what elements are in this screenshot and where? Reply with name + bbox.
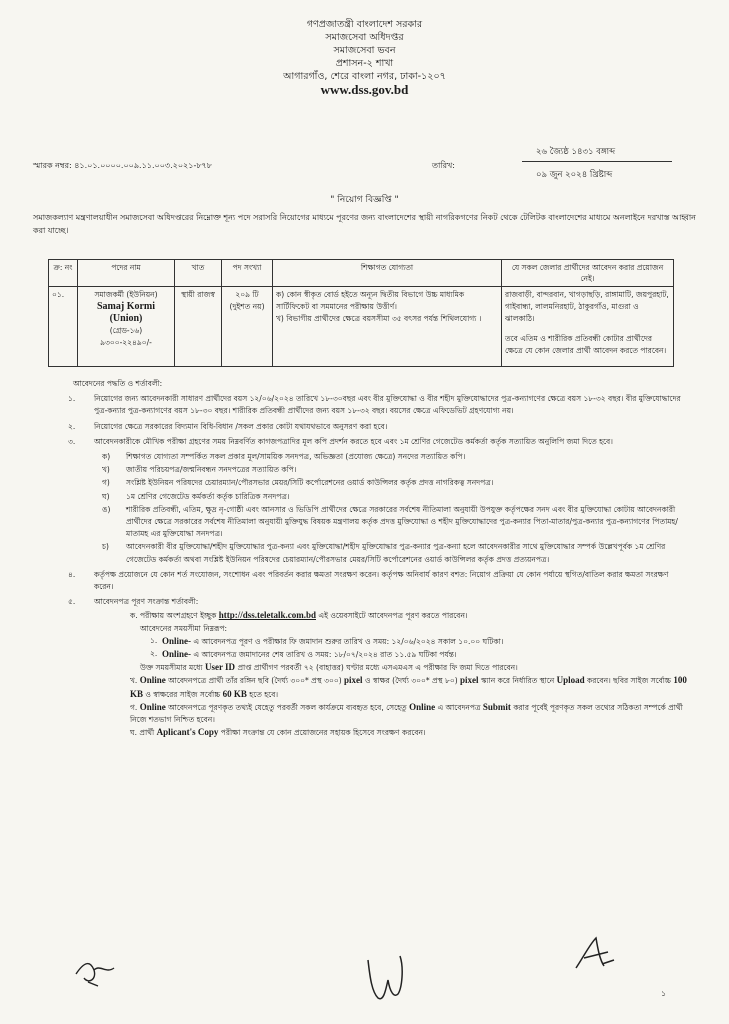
kw-online: Online	[139, 675, 166, 686]
kw-pixel: pixel	[344, 675, 363, 686]
cell-sector: স্থায়ী রাজস্ব	[175, 287, 222, 367]
document-subitem	[40, 541, 690, 565]
document-subitem	[40, 491, 690, 503]
subitem-text: আবেদনকারী বীর মুক্তিযোদ্ধা/শহীদ মুক্তিযোদ্ধার পুত্র-কন্যা এবং মুক্তিযোদ্ধা/শহীদ মুক্তিযোদ্ধার পুত্র-কন্যার পুত্র-কন্যা হলে আবেদনকারীর সাথে মুক্তিযোদ্ধার সম্পর্ক উল্লেখপূর্বক ১ম শ্রেণির গেজেটেড কর্মকর্তা অথবা সংশ্লিষ্ট ইউনিয়ন পরিষদের চেয়ারম্যান/পৌরসভার মেয়র/সিটি কর্পোরেশনের ওয়ার্ড কাউন্সিলর কর্তৃক প্রদত্ত প্রত্যয়নপত্র।	[126, 542, 666, 564]
initial-signature-left	[70, 952, 120, 992]
post-name-en: Samaj Kormi	[96, 301, 156, 312]
qualification-ka: ক) কোন স্বীকৃত বোর্ড হইতে অন্যূন দ্বিতীয় বিভাগে উচ্চ মাধ্যমিক সার্টিফিকেট বা সমমানের পরীক্ষায় উত্তীর্ণ।	[276, 290, 465, 311]
col-serial: ক্র: নং	[49, 260, 78, 287]
ga-text: এ আবেদনপত্র	[437, 702, 481, 712]
term-item	[40, 569, 690, 593]
gha-prefix: ঘ. প্রার্থী	[130, 728, 155, 738]
signature-center	[360, 948, 410, 1008]
page-number: ১	[661, 989, 667, 998]
online-keyword: Online-	[162, 649, 192, 660]
schedule-text: এ আবেদনপত্র পূরণ ও পরীক্ষার ফি জমাদান শুরুর তারিখ ও সময়: ১২/০৬/২০২৪ সকাল ১০.০০ ঘটিকা।	[193, 636, 504, 646]
table-row	[49, 287, 674, 367]
header-branch: প্রশাসন-২ শাখা	[335, 58, 394, 69]
document-subitem	[40, 464, 690, 476]
document-subitem	[40, 504, 690, 541]
date-bangla: ২৬ জ্যৈষ্ঠ ১৪৩১ বঙ্গাব্দ	[536, 147, 616, 157]
subitem-text: জাতীয় পরিচয়পত্র/জন্মনিবন্ধন সনদপত্রের সত্যায়িত কপি।	[126, 465, 297, 475]
term-text: কর্তৃপক্ষ প্রয়োজনে যে কোন শর্ত সংযোজন, সংশোধন এবং পরিবর্তন করার ক্ষমতা সংরক্ষণ করেন। কর্তৃপক্ষ অনিবার্য কারণ বশত: নিয়োগ প্রক্রিয়া যে কোন পর্যায়ে স্থগিত/বাতিল করার ক্ষমতা সংরক্ষণ করেন।	[94, 569, 669, 592]
header-address: আগারগাঁও, শেরে বাংলা নগর, ঢাকা-১২০৭	[283, 71, 446, 82]
online-gha	[40, 726, 690, 739]
cell-count: ২০৯ টি (দুইশত নয়)	[222, 287, 273, 367]
initial-signature-right	[570, 930, 620, 980]
schedule-item	[40, 635, 690, 648]
col-count: পদ সংখ্যা	[222, 260, 273, 287]
schedule-item	[40, 648, 690, 661]
date-gregorian: ০৯ জুন ২০২৪ খ্রিষ্টাব্দ	[536, 170, 613, 180]
subitem-label: গ)	[102, 478, 110, 488]
term-item	[40, 393, 690, 417]
post-name-union: (Union)	[109, 313, 143, 324]
header-block	[0, 18, 729, 96]
online-ka-suffix: এই ওয়েবসাইটে আবেদনপত্র পূরণ করতে পারবেন।	[318, 611, 468, 621]
header-department: সমাজসেবা অধিদপ্তর	[325, 32, 404, 43]
online-ga	[40, 701, 690, 726]
term-text: আবেদনপত্র পূরণ সংক্রান্ত শর্তাবলী:	[94, 597, 199, 607]
col-post-name: পদের নাম	[78, 260, 175, 287]
table-header-row	[49, 260, 674, 287]
term-number: ৩.	[68, 436, 76, 446]
online-ka	[40, 609, 690, 622]
uid-keyword: User ID	[204, 662, 236, 673]
kw-online: Online	[409, 701, 436, 712]
schedule-number: ২.	[150, 649, 158, 659]
uid-prefix: উক্ত সময়সীমার মধ্যে	[140, 663, 203, 673]
kw-submit: Submit	[482, 701, 511, 712]
kha-text: হতে হবে।	[249, 689, 279, 699]
district-exception-note: তবে এতিম ও শারীরিক প্রতিবন্ধী কোটার প্রার্থীদের ক্ষেত্রে যে কোন জেলার প্রার্থী আবেদন করতে পারবেন।	[505, 334, 667, 355]
subitem-label: ঙ)	[102, 504, 111, 514]
term-text: নিয়োগের ক্ষেত্রে সরকারের বিদ্যমান বিধি-বিধান /সকল প্রকার কোটা যথাযথভাবে অনুসরণ করা হবে।	[94, 421, 388, 431]
schedule-text: এ আবেদনপত্র জমাদানের শেষ তারিখ ও সময়: ১৮/০৭/২০২৪ রাত ১১.৫৯ ঘটিকা পর্যন্ত।	[193, 650, 457, 660]
ga-text: আবেদনপত্রে পূরণকৃত তথ্যই যেহেতু পরবর্তী সকল কার্যক্রমে ব্যবহৃত হবে, সেহেতু	[168, 702, 407, 712]
qualification-kha: খ) বিভাগীয় প্রার্থীদের ক্ষেত্রে বয়সসীমা ৩৫ বৎসর পর্যন্ত শিথিলযোগ্য ।	[276, 314, 482, 323]
post-scale: ৯৩০০-২২৪৯০/-	[100, 338, 152, 347]
term-number: ৫.	[68, 597, 76, 607]
kw-pixel: pixel	[460, 675, 479, 686]
subitem-text: ১ম শ্রেণির গেজেটেড কর্মকর্তা কর্তৃক চারিত্রিক সনদপত্র।	[126, 491, 290, 501]
schedule-label: আবেদনের সময়সীমা নিম্নরূপ:	[140, 623, 228, 633]
ga-text: করার পূর্বেই পূরণকৃত সকল তথ্যের সঠিকতা সম্পর্কে প্রার্থী নিজে শতভাগ নিশ্চিত হবেন।	[130, 702, 683, 725]
terms-heading: আবেদনের পদ্ধতি ও শর্তাবলী:	[73, 379, 163, 388]
user-id-note	[40, 661, 690, 674]
online-ka-prefix: ক. পরীক্ষায় অংশগ্রহণে ইচ্ছুক	[130, 611, 217, 621]
term-number: ৪.	[68, 569, 76, 579]
term-text: নিয়োগের জন্য আবেদনকারী সাধারণ প্রার্থীদের বয়স ১২/০৬/২০২৪ তারিখে ১৮-৩০বছর এবং বীর মুক্তিযোদ্ধা ও বীর শহীদ মুক্তিযোদ্ধাদের পুত্র-কন্যাগণের ক্ষেত্রে বয়স ১৮-৩২ বছর। বীর মুক্তিযোদ্ধাদের পুত্র-কন্যার পুত্র-কন্যাগণের বয়স ১৮-৩০ বছর। শারীরিক প্রতিবন্ধী প্রার্থীদের জন্য বয়স ১৮-৩২ বছর। বয়সের ক্ষেত্রে এফিডেভিট গ্রহণযোগ্য নয়।	[94, 394, 681, 416]
date-divider	[522, 161, 672, 162]
subitem-label: চ)	[102, 542, 109, 552]
online-keyword: Online-	[162, 635, 192, 646]
kw-sign-size: 60 KB	[222, 688, 247, 699]
application-link[interactable]: http://dss.teletalk.com.bd	[218, 610, 316, 621]
kha-text: ও স্বাক্ষরের সাইজ সর্বোচ্চ	[145, 689, 221, 699]
subitem-label: ঘ)	[102, 491, 110, 501]
post-name-bn: সমাজকর্মী (ইউনিয়ন)	[94, 290, 158, 299]
subitem-label: খ)	[102, 465, 110, 475]
document-subitem	[40, 477, 690, 489]
cell-post-name	[78, 287, 175, 367]
kha-text: ও স্বাক্ষর (দৈর্ঘ্য ৩০০* প্রস্থ ৮০)	[364, 676, 458, 686]
header-website[interactable]: www.dss.gov.bd	[320, 82, 409, 97]
subitem-text: সংশ্লিষ্ট ইউনিয়ন পরিষদের চেয়ারম্যান/পৌরসভার মেয়র/সিটি কর্পোরেশনের ওয়ার্ড কাউন্সিলর কর্তৃক প্রদত্ত নাগরিকত্ব সনদপত্র।	[126, 478, 494, 488]
term-item	[40, 421, 690, 433]
kw-photo-size: 100 KB	[130, 675, 687, 699]
online-kha	[40, 674, 690, 700]
uid-suffix: প্রাপ্ত প্রার্থীগণ পরবর্তী ৭২ (বাহাত্তর) ঘণ্টার মধ্যে এসএমএস এ পরীক্ষার ফি জমা দিতে পারবেন।	[237, 663, 518, 673]
kha-text: আবেদনপত্রে প্রার্থী তাঁর রঙ্গিন ছবি (দৈর্ঘ্য ৩০০* প্রস্থ ৩০০)	[168, 676, 342, 686]
col-districts: যে সকল জেলার প্রার্থীদের আবেদন করার প্রয়োজন নেই।	[502, 260, 674, 287]
kha-label: খ.	[130, 676, 138, 686]
col-sector: খাত	[175, 260, 222, 287]
kw-applicant-copy: Aplicant's Copy	[156, 727, 219, 738]
kha-text: করবেন। ছবির সাইজ সর্বোচ্চ	[587, 676, 671, 686]
date-label: তারিখ:	[432, 161, 455, 170]
gha-suffix: পরীক্ষা সংক্রান্ত যে কোন প্রয়োজনের সহায়ক হিসেবে সংরক্ষণ করবেন।	[220, 728, 426, 738]
subitem-label: ক)	[102, 452, 111, 462]
ga-label: গ.	[130, 702, 138, 712]
term-number: ২.	[68, 421, 76, 431]
term-item	[40, 596, 690, 608]
excluded-districts: রাজবাড়ী, বান্দরবান, খাগড়াছড়ি, রাঙ্গামাটি, জয়পুরহাট, গাইবান্ধা, লালমনিরহাট, ঠাকুরগাঁও, মাগুরা ও ঝালকাঠি।	[505, 290, 669, 323]
cell-districts	[502, 287, 674, 367]
subitem-text: শিক্ষাগত যোগ্যতা সম্পর্কিত সকল প্রকার মূল/সাময়িক সনদপত্র, অভিজ্ঞতা (প্রযোজ্য ক্ষেত্রে) সনদের সত্যায়িত কপি।	[126, 452, 466, 462]
intro-paragraph: সমাজকল্যাণ মন্ত্রণালয়াধীন সমাজসেবা অধিদপ্তরের নিম্নোক্ত শূন্য পদে সরাসরি নিয়োগের মাধ্যমে পূরণের জন্য বাংলাদেশের স্থায়ী নাগরিকগণের নিকট থেকে টেলিটক বাংলাদেশের মাধ্যমে অনলাইনে দরখাস্ত আহ্বান করা যাচ্ছে।	[33, 213, 696, 235]
cell-qualification	[273, 287, 502, 367]
kha-text: স্ক্যান করে নির্ধারিত স্থানে	[480, 676, 555, 686]
header-govt: গণপ্রজাতন্ত্রী বাংলাদেশ সরকার	[306, 19, 423, 30]
posts-table	[48, 259, 674, 367]
cell-serial: ০১.	[49, 287, 78, 367]
terms-section	[40, 378, 690, 739]
term-number: ১.	[68, 394, 76, 404]
header-building: সমাজসেবা ভবন	[333, 45, 396, 56]
date-block	[522, 145, 672, 184]
kw-upload: Upload	[556, 675, 585, 686]
subitem-text: শারীরিক প্রতিবন্ধী, এতিম, ক্ষুদ্র নৃ-গোষ্ঠী এবং আনসার ও ভিডিপি প্রার্থীদের ক্ষেত্রে সরকারের সর্বশেষ নীতিমালা অনুযায়ী উপযুক্ত কর্তৃপক্ষের সনদ এবং বীর মুক্তিযোদ্ধা কোটায় আবেদনকারী প্রার্থীদের ক্ষেত্রে সরকারের সর্বশেষ নীতিমালা অনুযায়ী মুক্তিযুদ্ধ বিষয়ক মন্ত্রণালয় কর্তৃক প্রদত্ত মুক্তিযোদ্ধা ও শহীদ মুক্তিযোদ্ধাদের পুত্র-কন্যার পিতা-মাতার/পুত্র-কন্যার পুত্র-কন্যাগণের পিতামহ/মাতামহ এর মুক্তিযোদ্ধা সনদপত্র।	[126, 504, 678, 539]
document-subitem	[40, 451, 690, 463]
col-qualification: শিক্ষাগত যোগ্যতা	[273, 260, 502, 287]
post-grade: (গ্রেড-১৬)	[109, 326, 143, 335]
term-item	[40, 436, 690, 448]
kw-online: Online	[139, 701, 166, 712]
notice-title: " নিয়োগ বিজ্ঞপ্তি "	[330, 195, 399, 205]
schedule-number: ১.	[150, 635, 158, 645]
memo-number: স্মারক নম্বর: ৪১.০১.০০০০.০০৯.১১.০০৩.২০২১-৮৭৮	[33, 161, 212, 170]
term-text: আবেদনকারীকে মৌখিক পরীক্ষা গ্রহণের সময় নিম্নবর্ণিত কাগজপত্রাদির মূল কপি প্রদর্শন করতে হবে এবং ১ম শ্রেণির গেজেটেড কর্মকর্তা কর্তৃক সত্যায়িত অনুলিপি জমা দিতে হবে।	[94, 436, 613, 446]
